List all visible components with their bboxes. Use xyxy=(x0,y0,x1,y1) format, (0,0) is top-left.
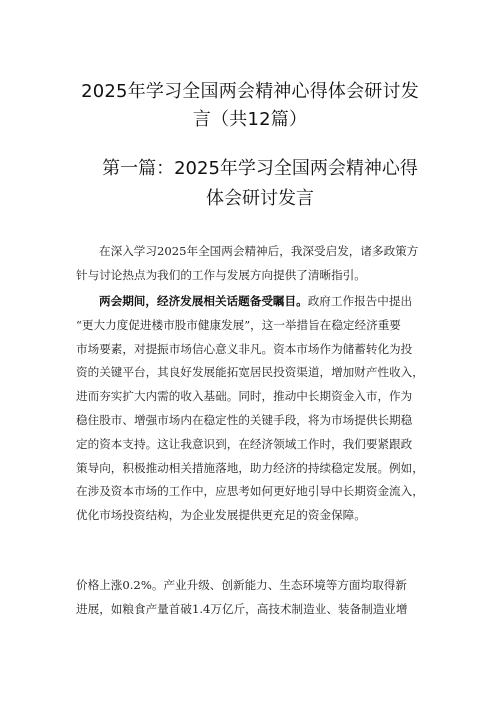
paragraph-line xyxy=(76,290,428,314)
paragraph-line: 价格上涨0.2%。产业升级、创新能力、生态环境等方面均取得新 xyxy=(76,578,407,592)
paragraph-line: 市场要素，对提振市场信心意义非凡。资本市场作为储蓄转化为投 xyxy=(76,341,413,356)
paragraph-lead-bold: 两会期间，经济发展相关话题备受瞩目。 xyxy=(99,294,308,308)
document-title-line-1: 2025年学习全国两会精神心得体会研讨发 xyxy=(81,81,419,102)
paragraph-prices xyxy=(76,574,428,622)
document-title-line-2: 言（共12篇） xyxy=(192,109,308,130)
paragraph-line: 进而夯实扩大内需的收入基础。同时，推动中长期资金入市，作为 xyxy=(76,389,413,404)
paragraph-line: “更大力度促进楼市股市健康发展”，这一举措旨在稳定经济重要 xyxy=(76,317,401,332)
paragraph-economy xyxy=(76,290,428,528)
paragraph-line: 稳住股市、增强市场内在稳定性的关键手段，将为市场提供长期稳 xyxy=(76,412,413,427)
paragraph-line: 资的关键平台，其良好发展能拓宽居民投资渠道，增加财产性收入， xyxy=(76,365,424,380)
section-title-line-2: 体会研讨发言 xyxy=(206,188,314,209)
section-title xyxy=(70,154,450,214)
paragraph-lead-rest: 政府工作报告中提出 xyxy=(307,294,413,308)
document-title xyxy=(60,78,440,134)
paragraph-line: 优化市场投资结构，为企业发展提供更充足的资金保障。 xyxy=(76,508,366,523)
paragraph-line: 定的资本支持。这让我意识到，在经济领域工作时，我们要紧跟政 xyxy=(76,436,413,451)
paragraph-line: 进展，如粮食产量首破1.4万亿斤，高技术制造业、装备制造业增 xyxy=(76,601,408,616)
section-title-line-1: 第一篇：2025年学习全国两会精神心得 xyxy=(102,158,418,179)
paragraph-line: 针与讨论热点为我们的工作与发展方向提供了清晰指引。 xyxy=(76,267,366,282)
paragraph-intro xyxy=(76,240,428,288)
paragraph-line: 策导向，积极推动相关措施落地，助力经济的持续稳定发展。例如， xyxy=(76,460,424,475)
paragraph-line: 在深入学习2025年全国两会精神后，我深受启发，诸多政策方 xyxy=(99,244,419,258)
paragraph-line: 在涉及资本市场的工作中，应思考如何更好地引导中长期资金流入， xyxy=(76,484,424,499)
